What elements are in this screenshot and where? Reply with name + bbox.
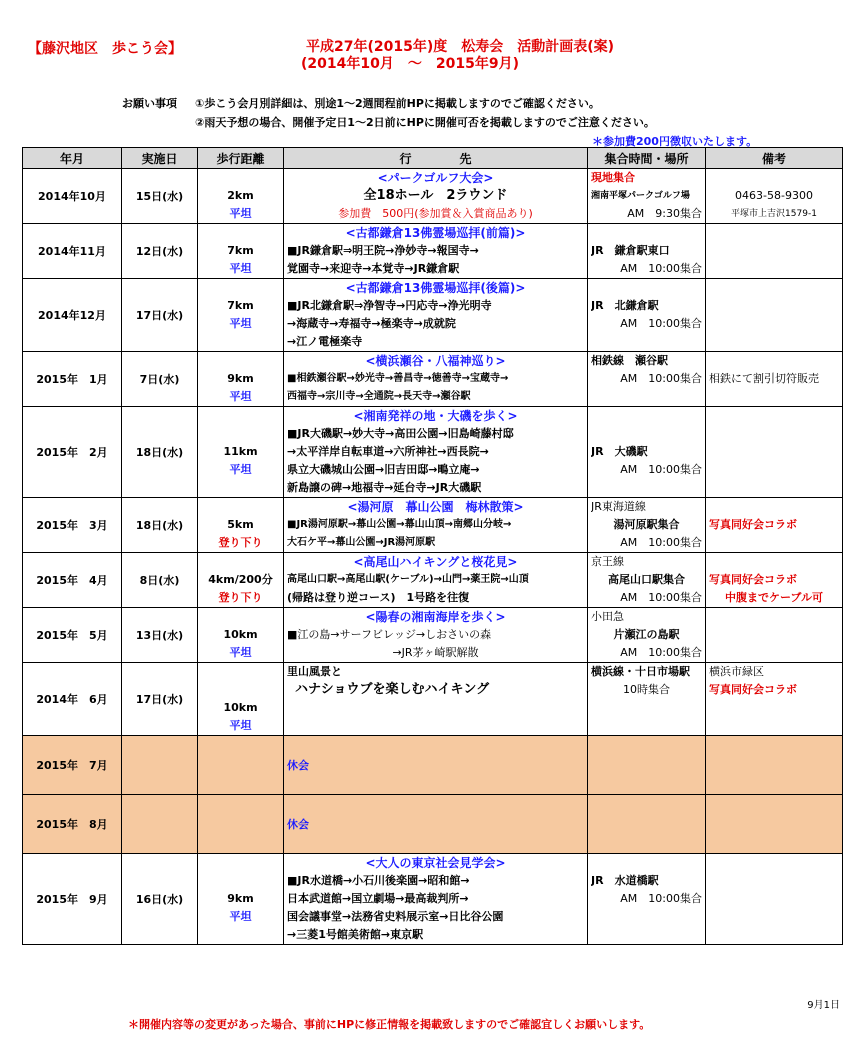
meeting-place: JR 鎌倉駅東口: [591, 244, 670, 257]
row-date: 16日(水): [122, 854, 198, 945]
row-year-month: 2015年 3月: [23, 498, 122, 553]
row-year-month: 2015年 2月: [23, 407, 122, 498]
route-line: →海蔵寺→寿福寺→極楽寺→成就院: [287, 317, 456, 330]
row-destination-cell: [284, 407, 588, 498]
row-remark-cell: [706, 169, 843, 224]
row-date: 15日(水): [122, 169, 198, 224]
row-date: 8日(水): [122, 553, 198, 608]
row-remark-cell: [706, 407, 843, 498]
table-row: [23, 608, 843, 663]
row-distance-cell: [198, 279, 284, 352]
row-remark-cell: [706, 854, 843, 945]
event-title: <高尾山ハイキングと桜花見>: [353, 555, 518, 569]
route-line: 高尾山口駅→高尾山駅(ケーブル)→山門→薬王院→山頂: [287, 574, 529, 585]
meeting-time: AM 9:30集合: [627, 207, 702, 220]
row-date: 17日(水): [122, 279, 198, 352]
row-destination-cell: [284, 169, 588, 224]
row-remark-cell: [706, 498, 843, 553]
row-remark-cell: [706, 553, 843, 608]
footer-note: ＊開催内容等の変更があった場合、事前にHPに修正情報を掲載致しますのでご確認宜しくお願いします。: [128, 1018, 651, 1031]
row-distance: 2km: [227, 189, 254, 202]
meeting-venue: 湘南平塚パークゴルフ場: [591, 191, 690, 201]
row-distance-cell: [198, 407, 284, 498]
meeting-time: AM 10:00集合: [620, 372, 702, 385]
meeting-time: AM 10:00集合: [620, 591, 702, 604]
row-year-month: 2015年 9月: [23, 854, 122, 945]
header-date: 実施日: [122, 148, 198, 169]
row-distance-cell: [198, 224, 284, 279]
updated-date: 9月1日: [807, 1000, 840, 1011]
header-year-month: 年月: [23, 148, 122, 169]
row-meeting-cell: [588, 663, 706, 736]
remark-text: 相鉄にて割引切符販売: [709, 372, 819, 385]
meeting-time: AM 10:00集合: [620, 317, 702, 330]
row-terrain: 平坦: [229, 910, 252, 923]
row-date: 18日(水): [122, 407, 198, 498]
row-terrain: 平坦: [229, 646, 252, 659]
row-terrain: 平坦: [229, 317, 252, 330]
row-distance-cell: [198, 169, 284, 224]
route-line: 日本武道館→国立劇場→最高裁判所→: [287, 892, 469, 905]
row-meeting-cell: [588, 224, 706, 279]
row-year-month: 2014年 6月: [23, 663, 122, 736]
meeting-place: 片瀬江の島駅: [613, 628, 680, 641]
event-detail: ハナショウブを楽しむハイキング: [295, 682, 490, 697]
row-remark-cell: [706, 663, 843, 736]
table-row: [23, 553, 843, 608]
row-destination-cell: [284, 608, 588, 663]
note-item-2: ②雨天予想の場合、開催予定日1～2日前にHPに開催可否を掲載しますのでご注意ください。: [195, 116, 655, 129]
meeting-time: 10時集合: [623, 683, 670, 696]
recess-label: 休会: [284, 736, 588, 795]
remark-text: 写真同好会コラボ: [709, 573, 797, 586]
row-terrain: 平坦: [229, 719, 252, 732]
group-name: 【藤沢地区 歩こう会】: [28, 41, 182, 57]
row-date: 17日(水): [122, 663, 198, 736]
table-row: [23, 663, 843, 736]
row-meeting-cell: [588, 352, 706, 407]
header-meeting: 集合時間・場所: [588, 148, 706, 169]
row-year-month: 2015年 8月: [23, 795, 122, 854]
row-date: 7日(水): [122, 352, 198, 407]
row-distance-cell: [198, 498, 284, 553]
remark-text: 写真同好会コラボ: [709, 683, 797, 696]
row-meeting-cell: [588, 169, 706, 224]
header-distance: 歩行距離: [198, 148, 284, 169]
event-title: <パークゴルフ大会>: [377, 171, 494, 185]
header-destination: 行 先: [284, 148, 588, 169]
row-remark-cell: [706, 608, 843, 663]
table-row: [23, 407, 843, 498]
row-destination-cell: [284, 224, 588, 279]
route-line: 新島譲の碑→地福寺→延台寺→JR大磯駅: [287, 481, 482, 494]
remark-phone: 0463-58-9300: [735, 189, 813, 202]
meeting-place: 高尾山口駅集合: [608, 573, 685, 586]
table-row: [23, 736, 843, 795]
row-distance-cell: [198, 352, 284, 407]
route-line: 大石ケ平→幕山公園→JR湯河原駅: [287, 537, 436, 548]
row-remark-cell: [706, 352, 843, 407]
meeting-line: 小田急: [591, 610, 624, 623]
row-date: 18日(水): [122, 498, 198, 553]
row-distance: 5km: [227, 518, 254, 531]
row-distance: 9km: [227, 892, 254, 905]
row-meeting-cell: [588, 553, 706, 608]
row-distance: 10km: [223, 628, 258, 641]
fee-note: ＊参加費200円徴収いたします。: [592, 135, 758, 148]
meeting-place: 湯河原駅集合: [613, 518, 680, 531]
route-line: 覚園寺→来迎寺→本覚寺→JR鎌倉駅: [287, 262, 460, 275]
row-year-month: 2015年 4月: [23, 553, 122, 608]
route-line: (帰路は登り逆コース) 1号路を往復: [287, 591, 470, 604]
row-distance: 9km: [227, 372, 254, 385]
row-year-month: 2015年 5月: [23, 608, 122, 663]
table-row: [23, 854, 843, 945]
route-line: →JR茅ヶ崎駅解散: [392, 646, 479, 659]
remark-text: 写真同好会コラボ: [709, 518, 797, 531]
row-remark-cell: [706, 224, 843, 279]
row-distance-cell: [198, 854, 284, 945]
row-destination-cell: [284, 352, 588, 407]
event-title: <古都鎌倉13佛霊場巡拝(前篇)>: [345, 226, 526, 240]
row-terrain: 平坦: [229, 262, 252, 275]
row-meeting-cell: [588, 498, 706, 553]
meeting-time: AM 10:00集合: [620, 892, 702, 905]
recess-label: 休会: [284, 795, 588, 854]
row-meeting-cell: [588, 279, 706, 352]
table-header-row: [23, 148, 843, 169]
event-title: <古都鎌倉13佛霊場巡拝(後篇)>: [345, 281, 526, 295]
route-line: →江ノ電極楽寺: [287, 335, 363, 348]
route-line: 国会議事堂→法務省史料展示室→日比谷公園: [287, 910, 504, 923]
row-terrain: 平坦: [229, 463, 252, 476]
row-year-month: 2014年11月: [23, 224, 122, 279]
row-meeting-cell: [588, 854, 706, 945]
row-distance-cell: [198, 663, 284, 736]
table-row: [23, 279, 843, 352]
route-line: →太平洋岸自転車道→六所神社→西長院→: [287, 445, 489, 458]
event-title: 里山風景と: [287, 665, 342, 678]
event-fee: 参加費 500円(参加賞＆入賞商品あり): [338, 207, 533, 220]
meeting-place: JR 北鎌倉駅: [591, 299, 659, 312]
event-title: <横浜瀬谷・八福神巡り>: [365, 354, 506, 368]
row-terrain: 平坦: [229, 207, 252, 220]
notes-label: お願い事項: [122, 97, 177, 110]
remark-address: 平塚市上吉沢1579-1: [731, 209, 817, 219]
row-distance: 7km: [227, 244, 254, 257]
table-row: [23, 498, 843, 553]
route-line: →三菱1号館美術館→東京駅: [287, 928, 424, 941]
remark-text: 中腹までケーブル可: [724, 591, 823, 604]
meeting-time: AM 10:00集合: [620, 463, 702, 476]
header-remarks: 備考: [706, 148, 843, 169]
row-distance: 11km: [223, 445, 258, 458]
table-row: [23, 224, 843, 279]
row-year-month: 2014年12月: [23, 279, 122, 352]
event-title: <陽春の湘南海岸を歩く>: [365, 610, 506, 624]
schedule-table: [22, 147, 843, 945]
row-destination-cell: [284, 498, 588, 553]
row-year-month: 2014年10月: [23, 169, 122, 224]
meeting-place: JR 水道橋駅: [591, 874, 659, 887]
meeting-time: AM 10:00集合: [620, 646, 702, 659]
route-line: ■JR湯河原駅→幕山公園→幕山山頂→南郷山分岐→: [287, 519, 512, 530]
route-line: ■JR水道橋→小石川後楽園→昭和館→: [287, 874, 470, 887]
event-title: <湯河原 幕山公園 梅林散策>: [347, 500, 524, 514]
event-detail: 全18ホール 2ラウンド: [363, 188, 508, 203]
row-destination-cell: [284, 553, 588, 608]
row-remark-cell: [706, 279, 843, 352]
remark-text: 横浜市緑区: [709, 665, 764, 678]
meeting-time: AM 10:00集合: [620, 262, 702, 275]
row-meeting-cell: [588, 407, 706, 498]
row-meeting-cell: [588, 608, 706, 663]
plan-title: 平成27年(2015年)度 松寿会 活動計画表(案): [305, 39, 615, 55]
plan-period: (2014年10月 ～ 2015年9月): [301, 56, 519, 72]
row-date: 12日(水): [122, 224, 198, 279]
row-year-month: 2015年 7月: [23, 736, 122, 795]
row-terrain: 平坦: [229, 390, 252, 403]
row-distance: 7km: [227, 299, 254, 312]
meeting-line: JR東海道線: [591, 500, 646, 513]
row-destination-cell: [284, 279, 588, 352]
row-destination-cell: [284, 854, 588, 945]
row-distance-cell: [198, 553, 284, 608]
event-title: <大人の東京社会見学会>: [365, 856, 506, 870]
note-item-1: ①歩こう会月別詳細は、別途1～2週間程前HPに掲載しますのでご確認ください。: [195, 97, 600, 110]
meeting-place: 横浜線・十日市場駅: [591, 665, 690, 678]
table-row: [23, 352, 843, 407]
row-distance: 10km: [223, 701, 258, 714]
row-distance: 4km/200分: [208, 573, 273, 586]
route-line: ■JR大磯駅→妙大寺→高田公園→旧島崎藤村邸: [287, 427, 514, 440]
route-line: ■JR鎌倉駅⇒明王院→浄妙寺→報国寺→: [287, 244, 479, 257]
meeting-place: JR 大磯駅: [591, 445, 648, 458]
meeting-line: 京王線: [591, 555, 624, 568]
row-date: 13日(水): [122, 608, 198, 663]
row-terrain: 登り下り: [218, 536, 263, 549]
meeting-place: 現地集合: [591, 171, 635, 184]
event-title: <湘南発祥の地・大磯を歩く>: [353, 409, 518, 423]
route-line: 西福寺→宗川寺→全通院→長天寺→瀬谷駅: [287, 391, 471, 402]
row-year-month: 2015年 1月: [23, 352, 122, 407]
route-line: ■相鉄瀬谷駅→妙光寺→善昌寺→徳善寺→宝蔵寺→: [287, 373, 509, 384]
route-line: ■江の島→サーフビレッジ→しおさいの森: [287, 628, 492, 641]
route-line: ■JR北鎌倉駅⇒浄智寺→円応寺→浄光明寺: [287, 299, 492, 312]
meeting-place: 相鉄線 瀬谷駅: [591, 354, 668, 367]
row-distance-cell: [198, 608, 284, 663]
meeting-time: AM 10:00集合: [620, 536, 702, 549]
table-row: [23, 795, 843, 854]
route-line: 県立大磯城山公園→旧吉田邸→鴫立庵→: [287, 463, 480, 476]
table-row: [23, 169, 843, 224]
row-terrain: 登り下り: [218, 591, 263, 604]
row-destination-cell: [284, 663, 588, 736]
